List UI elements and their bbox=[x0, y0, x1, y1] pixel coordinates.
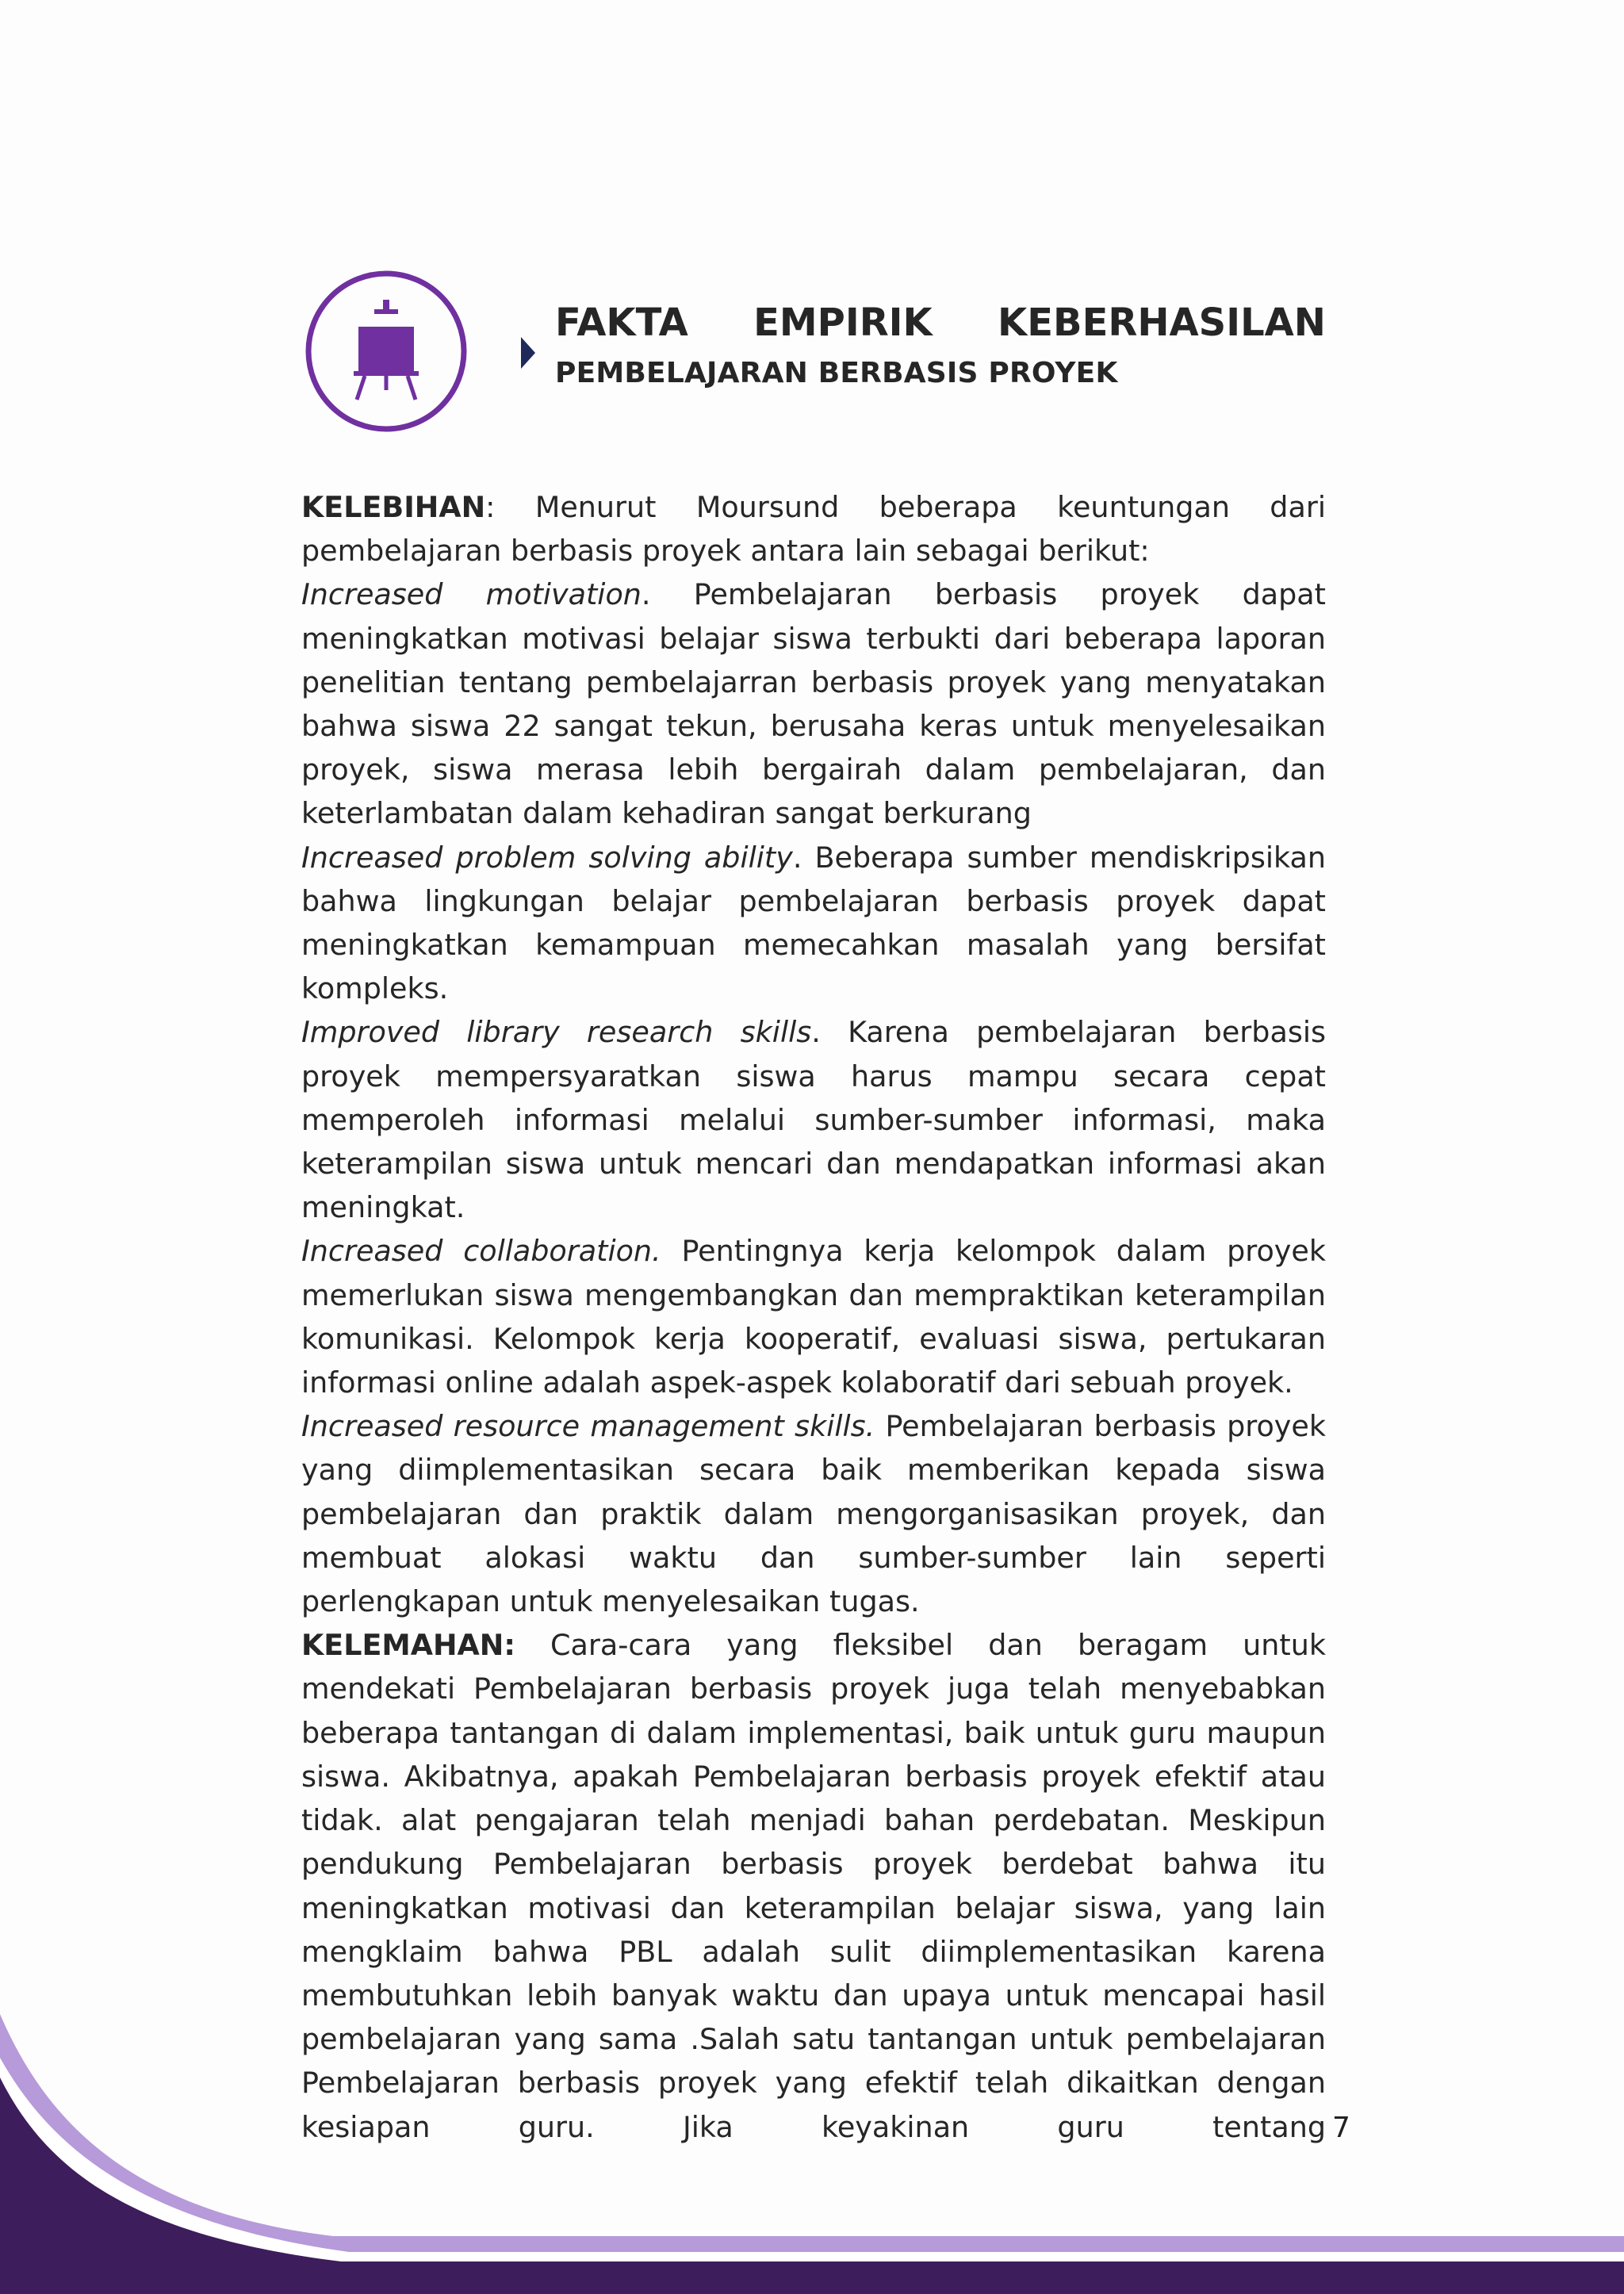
page-title bbox=[555, 300, 1326, 389]
page-number: 7 bbox=[1332, 2112, 1350, 2144]
paragraph-kelebihan: KELEBIHAN: Menurut Moursund beberapa keuntungan dari pembelajaran berbasis proyek antara lain sebagai berikut: bbox=[301, 490, 1326, 569]
title-word-2: EMPIRIK bbox=[753, 301, 933, 345]
title-word-1: FAKTA bbox=[555, 301, 688, 345]
term-problem-solving: Increased problem solving ability bbox=[301, 840, 793, 875]
paragraph-collaboration: Increased collaboration. Pentingnya kerja kelompok dalam proyek memerlukan siswa mengembangkan dan mempraktikan keterampilan komunikasi. Kelompok kerja kooperatif, evaluasi siswa, pertukaran informasi online adalah aspek-aspek kolaboratif dari sebuah proyek. bbox=[301, 1234, 1326, 1400]
title-word-3: KEBERHASILAN bbox=[998, 301, 1326, 345]
body-text bbox=[301, 485, 1326, 2149]
paragraph-motivation: Increased motivation. Pembelajaran berbasis proyek dapat meningkatkan motivasi belajar siswa terbukti dari beberapa laporan penelitian tentang pembelajarran berbasis proyek yang menyatakan bahwa siswa 22 sangat tekun, berusaha keras untuk menyelesaikan proyek, siswa merasa lebih bergairah dalam pembelajaran, dan keterlambatan dalam kehadiran sangat berkurang bbox=[301, 577, 1326, 831]
paragraph-problem-solving: Increased problem solving ability. Beberapa sumber mendiskripsikan bahwa lingkungan belajar pembelajaran berbasis proyek dapat meningkatkan kemampuan memecahkan masalah yang bersifat kompleks. bbox=[301, 840, 1326, 1006]
term-library-research: Improved library research skills bbox=[301, 1015, 812, 1050]
kelemahan-label: KELEMAHAN: bbox=[301, 1628, 515, 1663]
term-motivation: Increased motivation bbox=[301, 577, 642, 612]
kelebihan-label: KELEBIHAN bbox=[301, 490, 486, 524]
term-resource-management: Increased resource management skills. bbox=[301, 1409, 875, 1444]
term-collaboration: Increased collaboration. bbox=[301, 1234, 661, 1269]
arrow-marker-icon bbox=[521, 337, 535, 369]
footer-wave-decoration bbox=[0, 2014, 1624, 2294]
page-subtitle: PEMBELAJARAN BERBASIS PROYEK bbox=[555, 357, 1118, 389]
paragraph-kelemahan: KELEMAHAN: Cara-cara yang fleksibel dan beragam untuk mendekati Pembelajaran berbasis proyek juga telah menyebabkan beberapa tantangan di dalam implementasi, baik untuk guru maupun siswa. Akibatnya, apakah Pembelajaran berbasis proyek efektif atau tidak. alat pengajaran telah menjadi bahan perdebatan. Meskipun pendukung Pembelajaran berbasis proyek berdebat bahwa itu meningkatkan motivasi dan keterampilan belajar siswa, yang lain mengklaim bahwa PBL adalah sulit diimplementasikan karena membutuhkan lebih banyak waktu dan upaya untuk mencapai hasil pembelajaran yang sama .Salah satu tantangan untuk pembelajaran Pembelajaran berbasis proyek yang efektif telah dikaitkan dengan kesiapan guru. Jika keyakinan guru tentang bbox=[301, 1628, 1326, 2144]
paragraph-library-research: Improved library research skills. Karena pembelajaran berbasis proyek mempersyaratkan siswa harus mampu secara cepat memperoleh informasi melalui sumber-sumber informasi, maka keterampilan siswa untuk mencari dan mendapatkan informasi akan meningkat. bbox=[301, 1015, 1326, 1225]
easel-icon bbox=[304, 270, 468, 433]
paragraph-resource-management: Increased resource management skills. Pembelajaran berbasis proyek yang diimplementasikan secara baik memberikan kepada siswa pembelajaran dan praktik dalam mengorganisasikan proyek, dan membuat alokasi waktu dan sumber-sumber lain seperti perlengkapan untuk menyelesaikan tugas. bbox=[301, 1409, 1326, 1619]
